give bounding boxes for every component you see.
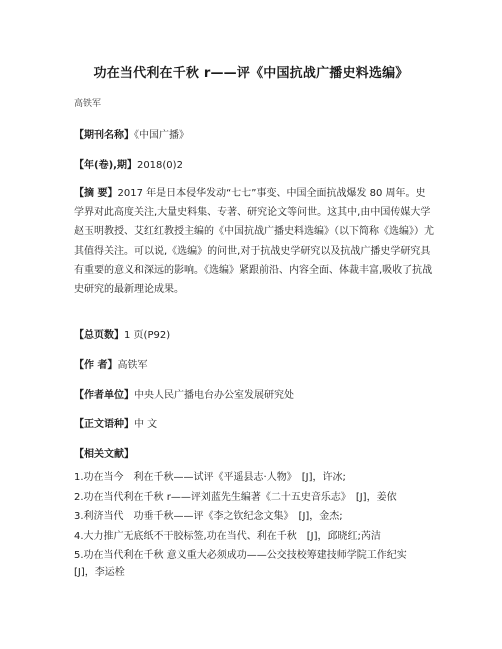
year-field — [74, 156, 183, 171]
year-label: 【年(卷),期】 — [74, 160, 137, 171]
related-item[interactable]: 4.大力推广无底纸不干胶标签,功在当代、利在千秋 [J]，邱晓红;芮洁 — [74, 530, 381, 542]
language-value: 中 文 — [134, 419, 158, 430]
pages-label: 【总页数】 — [74, 330, 124, 341]
pages-value: 1 页(P92) — [124, 330, 171, 341]
related-heading — [74, 445, 134, 460]
author-name: 高铁军 — [74, 99, 102, 109]
authors-label: 【作 者】 — [74, 360, 118, 371]
journal-label: 【期刊名称】 — [74, 130, 134, 141]
authors-field — [74, 356, 147, 371]
affiliation-field — [74, 386, 294, 401]
year-value: 2018(0)2 — [136, 160, 183, 171]
authors-value: 高铁军 — [117, 360, 148, 371]
related-label: 【相关文献】 — [74, 449, 134, 460]
affiliation-label: 【作者单位】 — [74, 390, 134, 401]
journal-value: 《中国广播》 — [134, 130, 189, 141]
affiliation-value: 中央人民广播电台办公室发展研究处 — [134, 390, 294, 401]
journal-field — [74, 126, 189, 141]
abstract-text: 2017 年是日本侵华发动“七七”事变、中国全面抗战爆发 80 周年。史学界对此高度关注,大量史料集、专著、研究论文等问世。这其中,由中国传媒大学赵玉明教授、艾红红教授主编的《中国抗战广播史料选编》（以下简称《选编》）尤其值得关注。可以说,《选编》的问世,对于抗战史学研究以及抗战广播史学研究具有重要的意义和深远的影响。《选编》紧跟前沿、内容全面、体裁丰富,吸收了抗战史研究的最新理论成果。 — [74, 188, 434, 296]
abstract-block — [74, 184, 434, 299]
related-item[interactable]: 2.功在当代利在千秋 r——评刘蓝先生编著《二十五史音乐志》 [J]，姜依 — [74, 491, 397, 503]
abstract-label: 【摘 要】 — [74, 188, 118, 199]
language-field — [74, 415, 157, 430]
pages-field — [74, 326, 170, 341]
related-list — [74, 470, 434, 584]
related-item[interactable]: 5.功在当代利在千秋 意义重大必须成功——公交技校筹建技师学院工作纪实 [J]，李运栓 — [74, 550, 417, 578]
language-label: 【正文语种】 — [74, 419, 134, 430]
related-item[interactable]: 1.功在当今 利在千秋——试评《平遥县志·人物》 [J]，许冰; — [74, 472, 346, 483]
document-title: 功在当代利在千秋 r——评《中国抗战广播史料选编》 — [93, 66, 409, 81]
related-item[interactable]: 3.利济当代 功垂千秋——评《李之钦纪念文集》 [J]，金杰; — [74, 511, 343, 522]
